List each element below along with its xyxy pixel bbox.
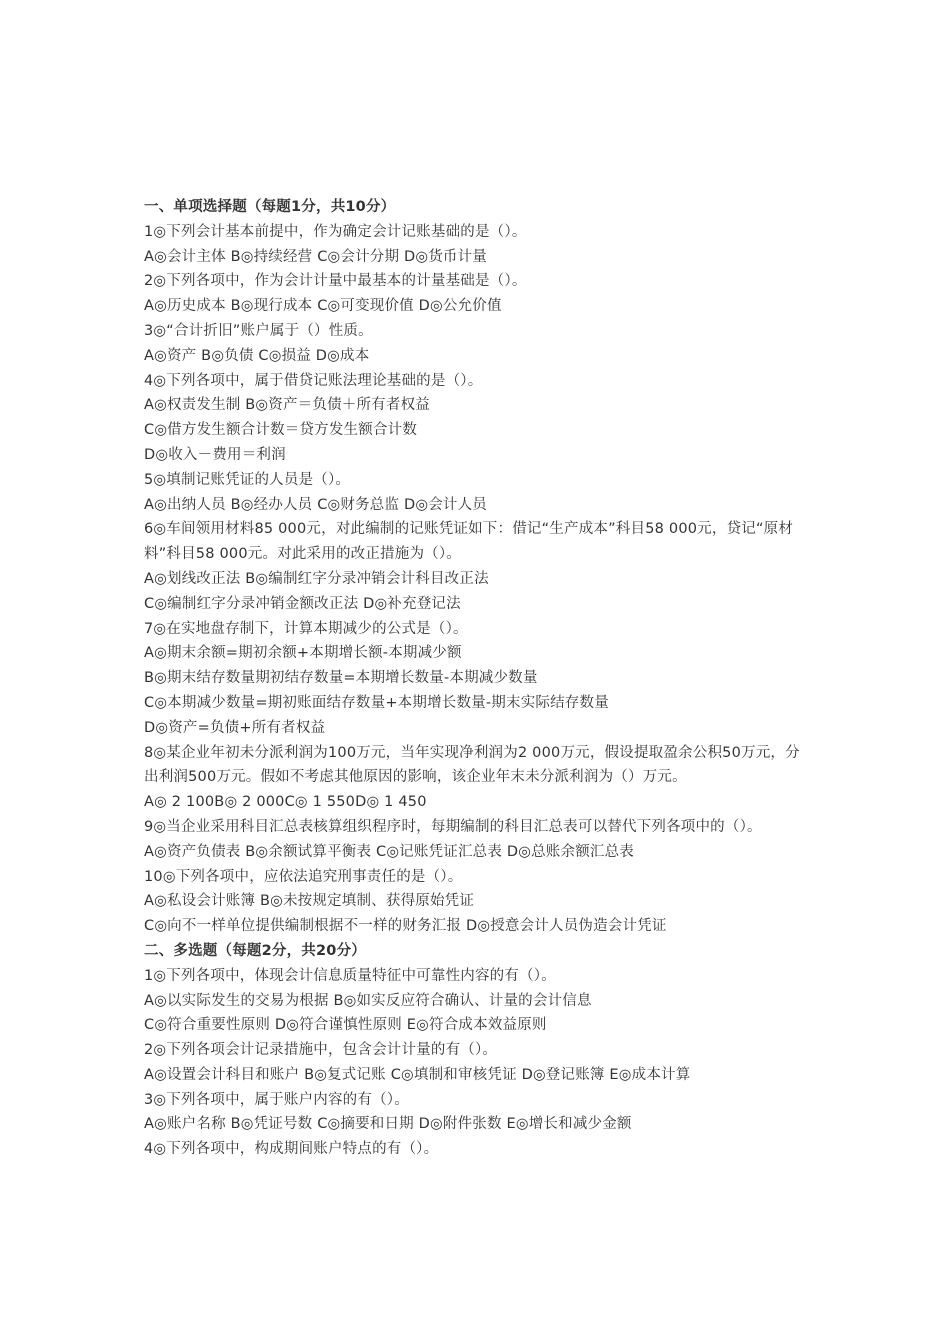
options-line: A◎ 2 100B◎ 2 000C◎ 1 550D◎ 1 450: [144, 794, 427, 811]
options-line: A◎以实际发生的交易为根据 B◎如实反应符合确认、计量的会计信息: [144, 992, 592, 1009]
options-line: A◎权责发生制 B◎资产＝负债＋所有者权益: [144, 397, 430, 414]
question-line: 1◎下列各项中，体现会计信息质量特征中可靠性内容的有（）。: [144, 967, 556, 984]
question-paragraph-6: 6◎车间领用材料85 000元，对此编制的记账凭证如下：借记“生产成本”科目58 000元，贷记“原材料”科目58 000元。对此采用的改正措施为（）。: [144, 521, 794, 563]
question-line: 5◎填制记账凭证的人员是（）。: [144, 471, 351, 488]
options-line: A◎账户名称 B◎凭证号数 C◎摘要和日期 D◎附件张数 E◎增长和减少金额: [144, 1116, 632, 1133]
document-page: [144, 195, 814, 1162]
options-line: C◎符合重要性原则 D◎符合谨慎性原则 E◎符合成本效益原则: [144, 1017, 547, 1034]
options-line: A◎期末余额=期初余额+本期增长额-本期减少额: [144, 645, 462, 662]
options-line: A◎私设会计账簿 B◎未按规定填制、获得原始凭证: [144, 893, 475, 910]
question-line: 10◎下列各项中，应依法追究刑事责任的是（）。: [144, 868, 463, 885]
section-heading-single-choice: 一、单项选择题（每题1分，共10分）: [144, 199, 396, 215]
options-line: C◎借方发生额合计数＝贷方发生额合计数: [144, 422, 418, 439]
options-line: C◎向不一样单位提供编制根据不一样的财务汇报 D◎授意会计人员伪造会计凭证: [144, 918, 667, 935]
options-line: A◎历史成本 B◎现行成本 C◎可变现价值 D◎公允价值: [144, 298, 502, 315]
options-line: A◎设置会计科目和账户 B◎复式记账 C◎填制和审核凭证 D◎登记账簿 E◎成本计算: [144, 1066, 691, 1083]
question-line: 7◎在实地盘存制下，计算本期减少的公式是（）。: [144, 620, 468, 637]
options-line: C◎本期减少数量=期初账面结存数量+本期增长数量-期末实际结存数量: [144, 694, 609, 711]
question-line: 2◎下列各项会计记录措施中，包含会计计量的有（）。: [144, 1042, 498, 1059]
options-line: A◎资产 B◎负债 C◎损益 D◎成本: [144, 347, 370, 364]
question-paragraph-9: 9◎当企业采用科目汇总表核算组织程序时，每期编制的科目汇总表可以替代下列各项中的（）。: [144, 818, 762, 835]
question-line: 1◎下列会计基本前提中，作为确定会计记账基础的是（）。: [144, 223, 527, 240]
options-line: A◎资产负债表 B◎余额试算平衡表 C◎记账凭证汇总表 D◎总账余额汇总表: [144, 843, 634, 860]
question-line: 2◎下列各项中，作为会计计量中最基本的计量基础是（）。: [144, 273, 527, 290]
options-line: A◎划线改正法 B◎编制红字分录冲销会计科目改正法: [144, 570, 489, 587]
question-line: 4◎下列各项中，属于借贷记账法理论基础的是（）。: [144, 372, 483, 389]
options-line: B◎期末结存数量期初结存数量=本期增长数量-本期减少数量: [144, 670, 538, 687]
section-heading-multiple-choice: 二、多选题（每题2分，共20分）: [144, 942, 366, 959]
options-line: A◎会计主体 B◎持续经营 C◎会计分期 D◎货币计量: [144, 248, 487, 265]
options-line: D◎资产=负债+所有者权益: [144, 719, 326, 736]
options-line: C◎编制红字分录冲销金额改正法 D◎补充登记法: [144, 595, 461, 612]
options-line: A◎出纳人员 B◎经办人员 C◎财务总监 D◎会计人员: [144, 496, 487, 513]
question-line: 3◎下列各项中，属于账户内容的有（）。: [144, 1091, 409, 1108]
question-line: 3◎“合计折旧”账户属于（）性质。: [144, 322, 373, 339]
options-line: D◎收入－费用＝利润: [144, 446, 286, 463]
question-paragraph-8: 8◎某企业年初未分派利润为100万元，当年实现净利润为2 000万元，假设提取盈余公积50万元，分出利润500万元。假如不考虑其他原因的影响，该企业年末未分派利润为（）万元。: [144, 744, 800, 786]
question-line: 4◎下列各项中，构成期间账户特点的有（）。: [144, 1141, 439, 1158]
